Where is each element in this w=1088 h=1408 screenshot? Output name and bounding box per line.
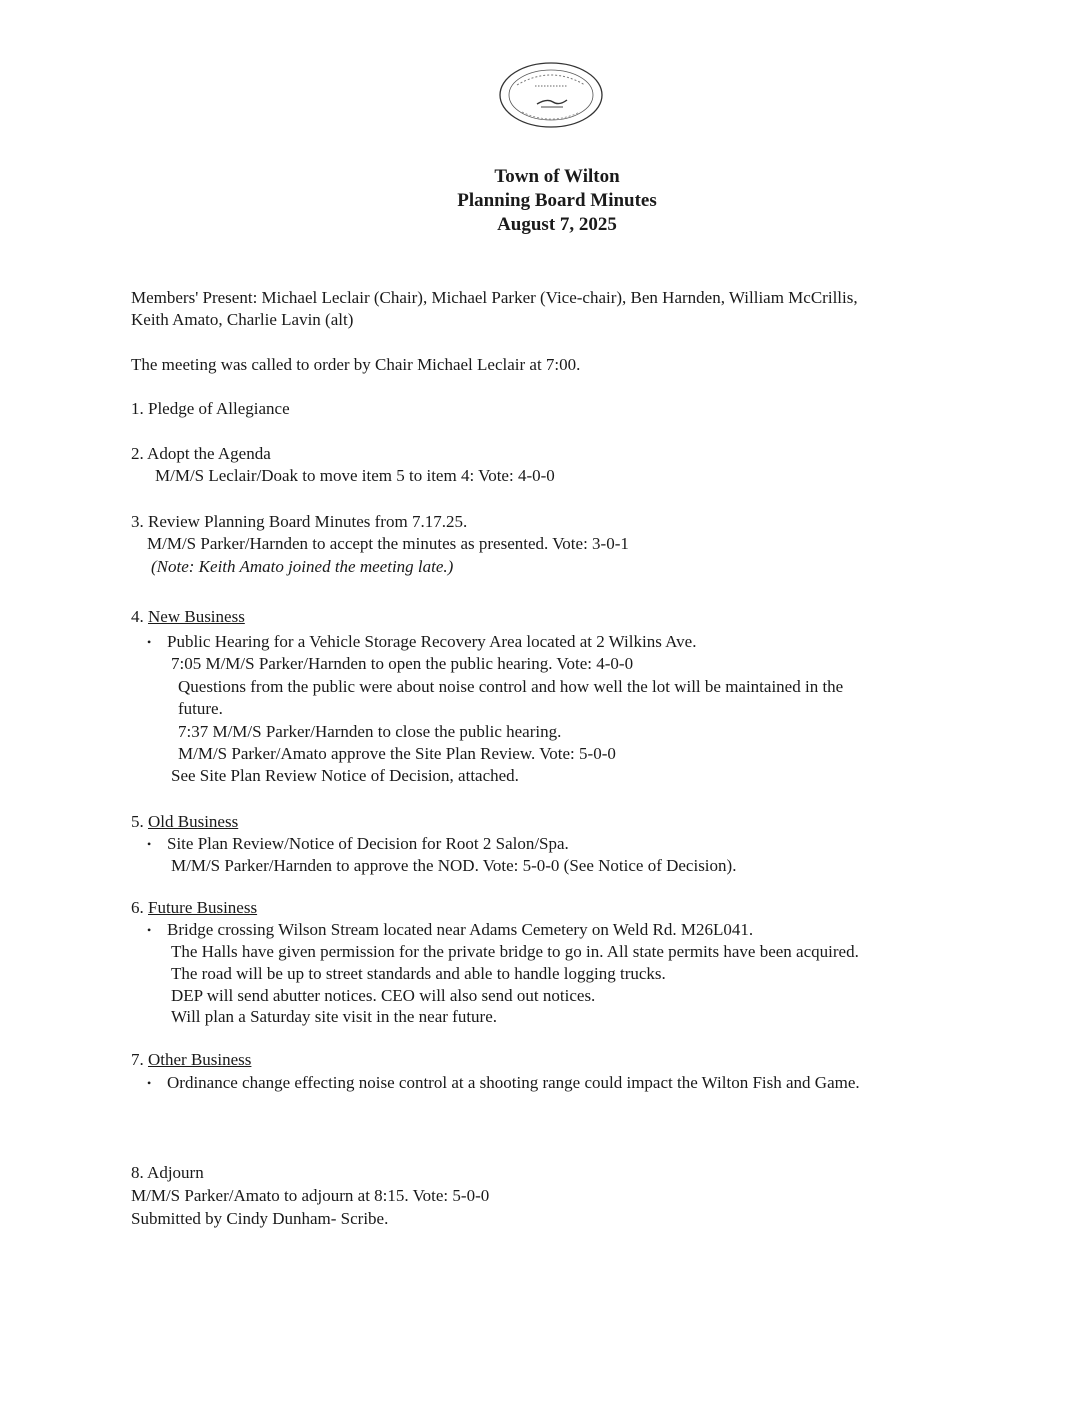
new-business-item [147, 631, 696, 653]
new-business-line: Questions from the public were about noise control and how well the lot will be maintained in the [178, 677, 844, 696]
submitted-by: Submitted by Cindy Dunham- Scribe. [131, 1209, 389, 1228]
bullet-icon: • [147, 635, 152, 649]
meeting-date: August 7, 2025 [497, 214, 617, 235]
new-business-line: future. [178, 699, 223, 718]
old-business-line: M/M/S Parker/Harnden to approve the NOD. Vote: 5-0-0 (See Notice of Decision). [171, 856, 737, 875]
old-business-item [147, 833, 569, 855]
section-title: New Business [148, 607, 245, 626]
document-title [0, 165, 1088, 237]
future-business-line: The Halls have given permission for the private bridge to go in. All state permits have been acquired. [171, 942, 859, 961]
item-minutes-title: 3. Review Planning Board Minutes from 7.17.25. [131, 512, 468, 531]
town-seal-icon [497, 60, 605, 130]
section-other-business [131, 1049, 251, 1071]
bullet-icon: • [147, 1076, 152, 1090]
item-adjourn-title: 8. Adjourn [131, 1163, 204, 1182]
board-name: Planning Board Minutes [457, 190, 657, 211]
new-business-line: 7:05 M/M/S Parker/Harnden to open the public hearing. Vote: 4-0-0 [171, 654, 634, 673]
section-old-business [131, 811, 238, 833]
item-agenda-motion: M/M/S Leclair/Doak to move item 5 to item 4: Vote: 4-0-0 [155, 466, 555, 485]
section-title: Old Business [148, 812, 239, 831]
section-title: Future Business [148, 898, 258, 917]
future-business-line: Will plan a Saturday site visit in the near future. [171, 1007, 498, 1026]
item-pledge: 1. Pledge of Allegiance [131, 399, 290, 418]
section-number: 5. [131, 812, 148, 831]
new-business-line: M/M/S Parker/Amato approve the Site Plan Review. Vote: 5-0-0 [178, 744, 616, 763]
new-business-bullet-text: Public Hearing for a Vehicle Storage Recovery Area located at 2 Wilkins Ave. [167, 632, 697, 651]
item-adjourn-motion: M/M/S Parker/Amato to adjourn at 8:15. Vote: 5-0-0 [131, 1186, 490, 1205]
section-number: 7. [131, 1050, 148, 1069]
town-name: Town of Wilton [494, 166, 620, 187]
section-number: 4. [131, 607, 148, 626]
future-business-item [147, 919, 753, 941]
new-business-line: See Site Plan Review Notice of Decision, attached. [171, 766, 519, 785]
bullet-icon: • [147, 923, 152, 937]
bullet-icon: • [147, 837, 152, 851]
members-line-1: Members' Present: Michael Leclair (Chair), Michael Parker (Vice-chair), Ben Harnden, William McCrillis, [131, 288, 858, 307]
future-business-line: DEP will send abutter notices. CEO will also send out notices. [171, 986, 596, 1005]
section-new-business [131, 606, 245, 628]
new-business-line: 7:37 M/M/S Parker/Harnden to close the public hearing. [178, 722, 562, 741]
call-to-order: The meeting was called to order by Chair Michael Leclair at 7:00. [131, 355, 581, 374]
future-business-bullet-text: Bridge crossing Wilson Stream located near Adams Cemetery on Weld Rd. M26L041. [167, 920, 754, 939]
old-business-bullet-text: Site Plan Review/Notice of Decision for Root 2 Salon/Spa. [167, 834, 569, 853]
item-minutes-motion: M/M/S Parker/Harnden to accept the minutes as presented. Vote: 3-0-1 [147, 534, 629, 553]
section-number: 6. [131, 898, 148, 917]
future-business-line: The road will be up to street standards and able to handle logging trucks. [171, 964, 666, 983]
members-line-2: Keith Amato, Charlie Lavin (alt) [131, 310, 354, 329]
other-business-item [147, 1072, 860, 1094]
other-business-bullet-text: Ordinance change effecting noise control at a shooting range could impact the Wilton Fish and Game. [167, 1073, 860, 1092]
item-agenda-title: 2. Adopt the Agenda [131, 444, 271, 463]
section-future-business [131, 897, 257, 919]
section-title: Other Business [148, 1050, 252, 1069]
item-minutes-note: (Note: Keith Amato joined the meeting late.) [151, 557, 454, 576]
